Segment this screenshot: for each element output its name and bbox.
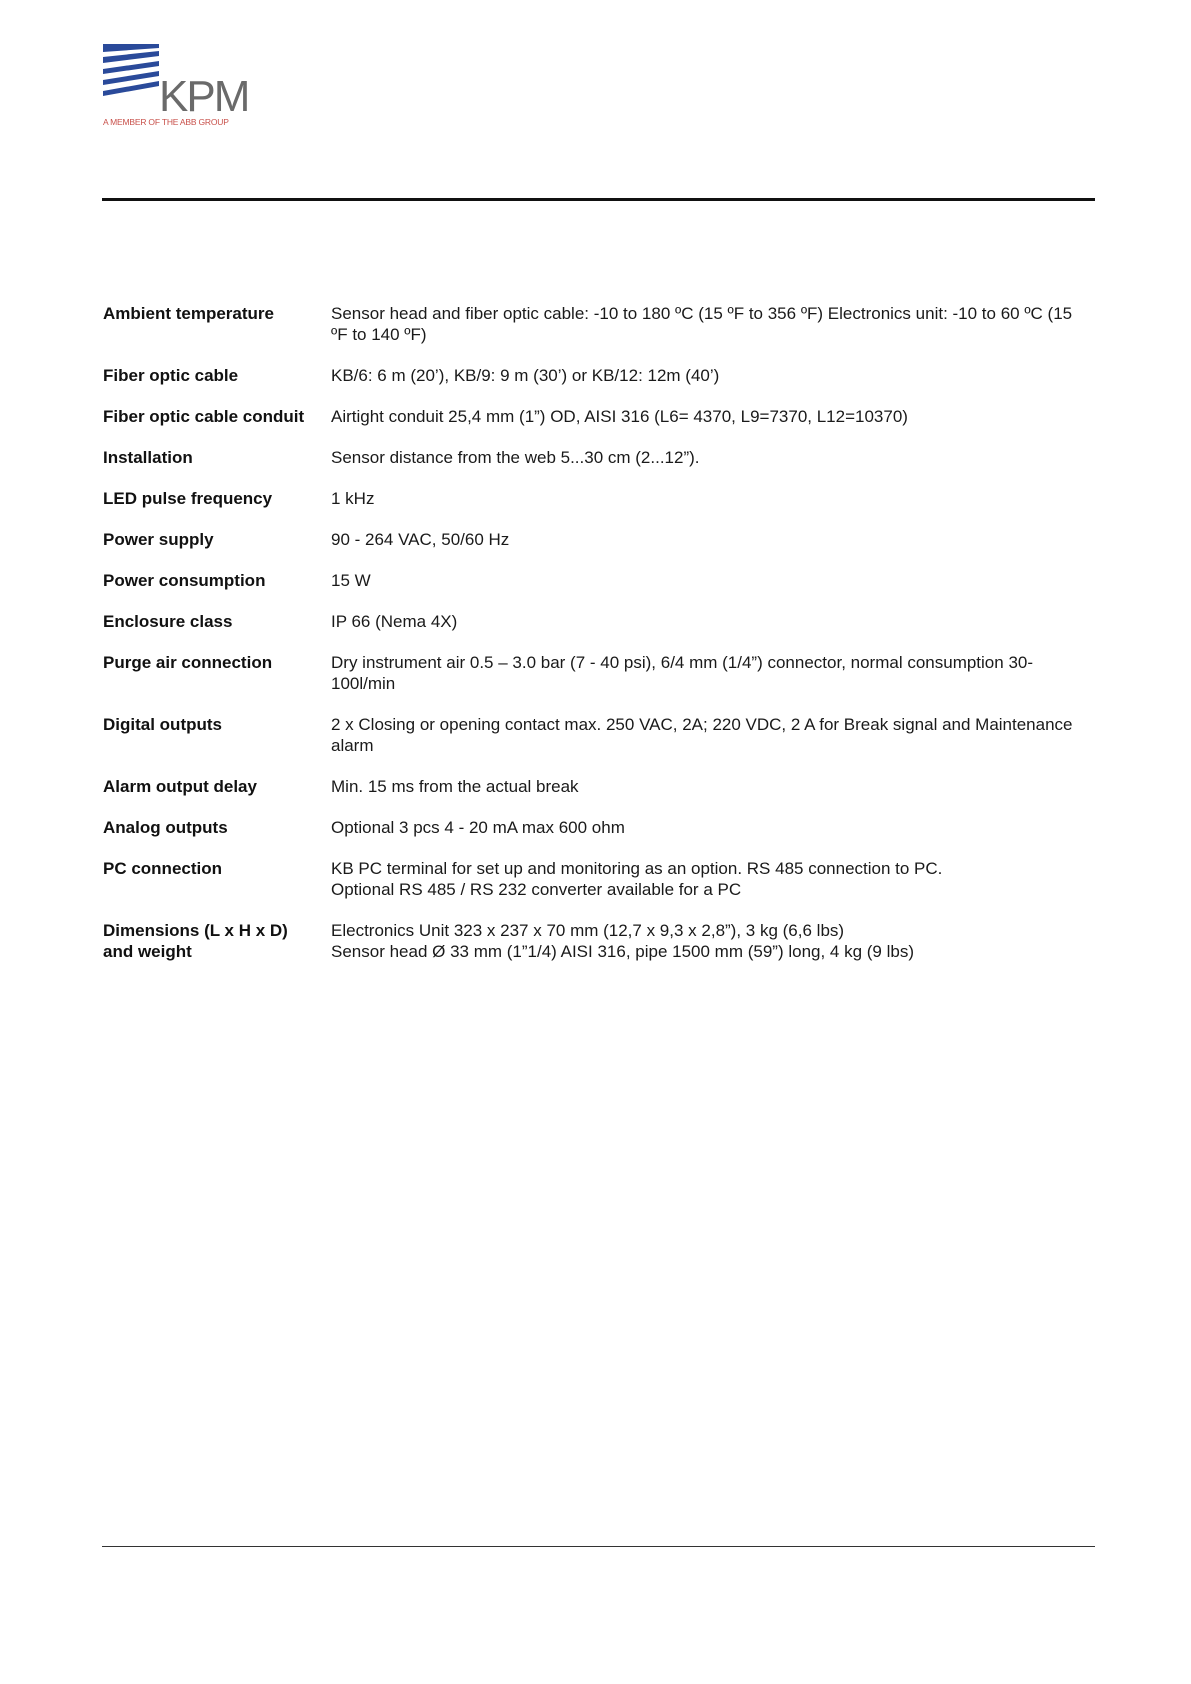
spec-label-line: Digital outputs [103, 715, 222, 734]
spec-label-line: Dimensions (L x H x D) [103, 921, 288, 940]
spec-label [103, 776, 331, 797]
spec-value-line: Sensor head and fiber optic cable: -10 to 180 ºC (15 ºF to 356 ºF) Electronics unit: -10 to 60 ºC (15 ºF to 140 ºF) [331, 304, 1073, 344]
spec-value-line: IP 66 (Nema 4X) [331, 612, 458, 631]
spec-value [331, 365, 1093, 386]
spec-value-line: Min. 15 ms from the actual break [331, 777, 579, 796]
spec-label [103, 365, 331, 386]
spec-label-line: and weight [103, 942, 192, 961]
spec-value [331, 529, 1093, 550]
spec-value-line: 2 x Closing or opening contact max. 250 VAC, 2A; 220 VDC, 2 A for Break signal and Maintenance alarm [331, 715, 1073, 755]
spec-row [103, 529, 1093, 550]
spec-row [103, 570, 1093, 591]
spec-label [103, 570, 331, 591]
spec-label-line: Ambient temperature [103, 304, 274, 323]
spec-label-line: Alarm output delay [103, 777, 257, 796]
spec-value [331, 447, 1093, 468]
spec-row [103, 488, 1093, 509]
spec-label-line: Power consumption [103, 571, 266, 590]
spec-value [331, 817, 1093, 838]
spec-label [103, 303, 331, 345]
spec-value-line: 1 kHz [331, 489, 375, 508]
spec-value [331, 776, 1093, 797]
header-divider [102, 198, 1095, 201]
spec-row [103, 611, 1093, 632]
spec-label [103, 447, 331, 468]
spec-row [103, 920, 1093, 962]
spec-label [103, 817, 331, 838]
spec-row [103, 406, 1093, 427]
spec-label-line: PC connection [103, 859, 223, 878]
spec-value-line: 90 - 264 VAC, 50/60 Hz [331, 530, 510, 549]
spec-value [331, 488, 1093, 509]
spec-label [103, 652, 331, 694]
spec-label-line: Enclosure class [103, 612, 233, 631]
spec-label [103, 529, 331, 550]
company-logo [103, 44, 253, 134]
spec-label [103, 714, 331, 756]
spec-label-line: Fiber optic cable conduit [103, 407, 305, 426]
spec-row [103, 652, 1093, 694]
spec-value [331, 406, 1093, 427]
spec-label-line: Power supply [103, 530, 214, 549]
stripes-logo-icon [103, 44, 253, 116]
spec-value-line: KB PC terminal for set up and monitoring as an option. RS 485 connection to PC. [331, 859, 943, 878]
spec-row [103, 776, 1093, 797]
spec-value-line: Optional 3 pcs 4 - 20 mA max 600 ohm [331, 818, 625, 837]
spec-label [103, 858, 331, 900]
spec-value-line: Optional RS 485 / RS 232 converter available for a PC [331, 880, 742, 899]
spec-label [103, 920, 331, 962]
spec-row [103, 714, 1093, 756]
spec-value [331, 652, 1093, 694]
spec-value [331, 858, 1093, 900]
spec-value-line: 15 W [331, 571, 371, 590]
spec-row [103, 817, 1093, 838]
spec-label-line: Fiber optic cable [103, 366, 239, 385]
specifications-table [103, 303, 1093, 982]
spec-label-line: LED pulse frequency [103, 489, 273, 508]
spec-row [103, 303, 1093, 345]
spec-value-line: Electronics Unit 323 x 237 x 70 mm (12,7 x 9,3 x 2,8”), 3 kg (6,6 lbs) [331, 921, 845, 940]
spec-label-line: Purge air connection [103, 653, 273, 672]
spec-label [103, 488, 331, 509]
spec-value-line: Airtight conduit 25,4 mm (1”) OD, AISI 316 (L6= 4370, L9=7370, L12=10370) [331, 407, 908, 426]
spec-value [331, 570, 1093, 591]
spec-row [103, 365, 1093, 386]
footer-divider [102, 1546, 1095, 1547]
spec-label-line: Analog outputs [103, 818, 228, 837]
spec-value [331, 303, 1093, 345]
spec-value [331, 714, 1093, 756]
spec-value [331, 920, 1093, 962]
logo-tagline: A MEMBER OF THE ABB GROUP [103, 117, 229, 127]
spec-value-line: Dry instrument air 0.5 – 3.0 bar (7 - 40 psi), 6/4 mm (1/4”) connector, normal consumption 30-100l/min [331, 653, 1034, 693]
spec-label-line: Installation [103, 448, 193, 467]
logo-stripes [103, 44, 159, 96]
logo-wordmark: KPM [159, 72, 249, 116]
spec-row [103, 447, 1093, 468]
spec-value-line: Sensor distance from the web 5...30 cm (2...12”). [331, 448, 700, 467]
spec-label [103, 406, 331, 427]
spec-value [331, 611, 1093, 632]
spec-value-line: KB/6: 6 m (20’), KB/9: 9 m (30’) or KB/12: 12m (40’) [331, 366, 720, 385]
spec-label [103, 611, 331, 632]
spec-row [103, 858, 1093, 900]
spec-value-line: Sensor head Ø 33 mm (1”1/4) AISI 316, pipe 1500 mm (59”) long, 4 kg (9 lbs) [331, 942, 915, 961]
